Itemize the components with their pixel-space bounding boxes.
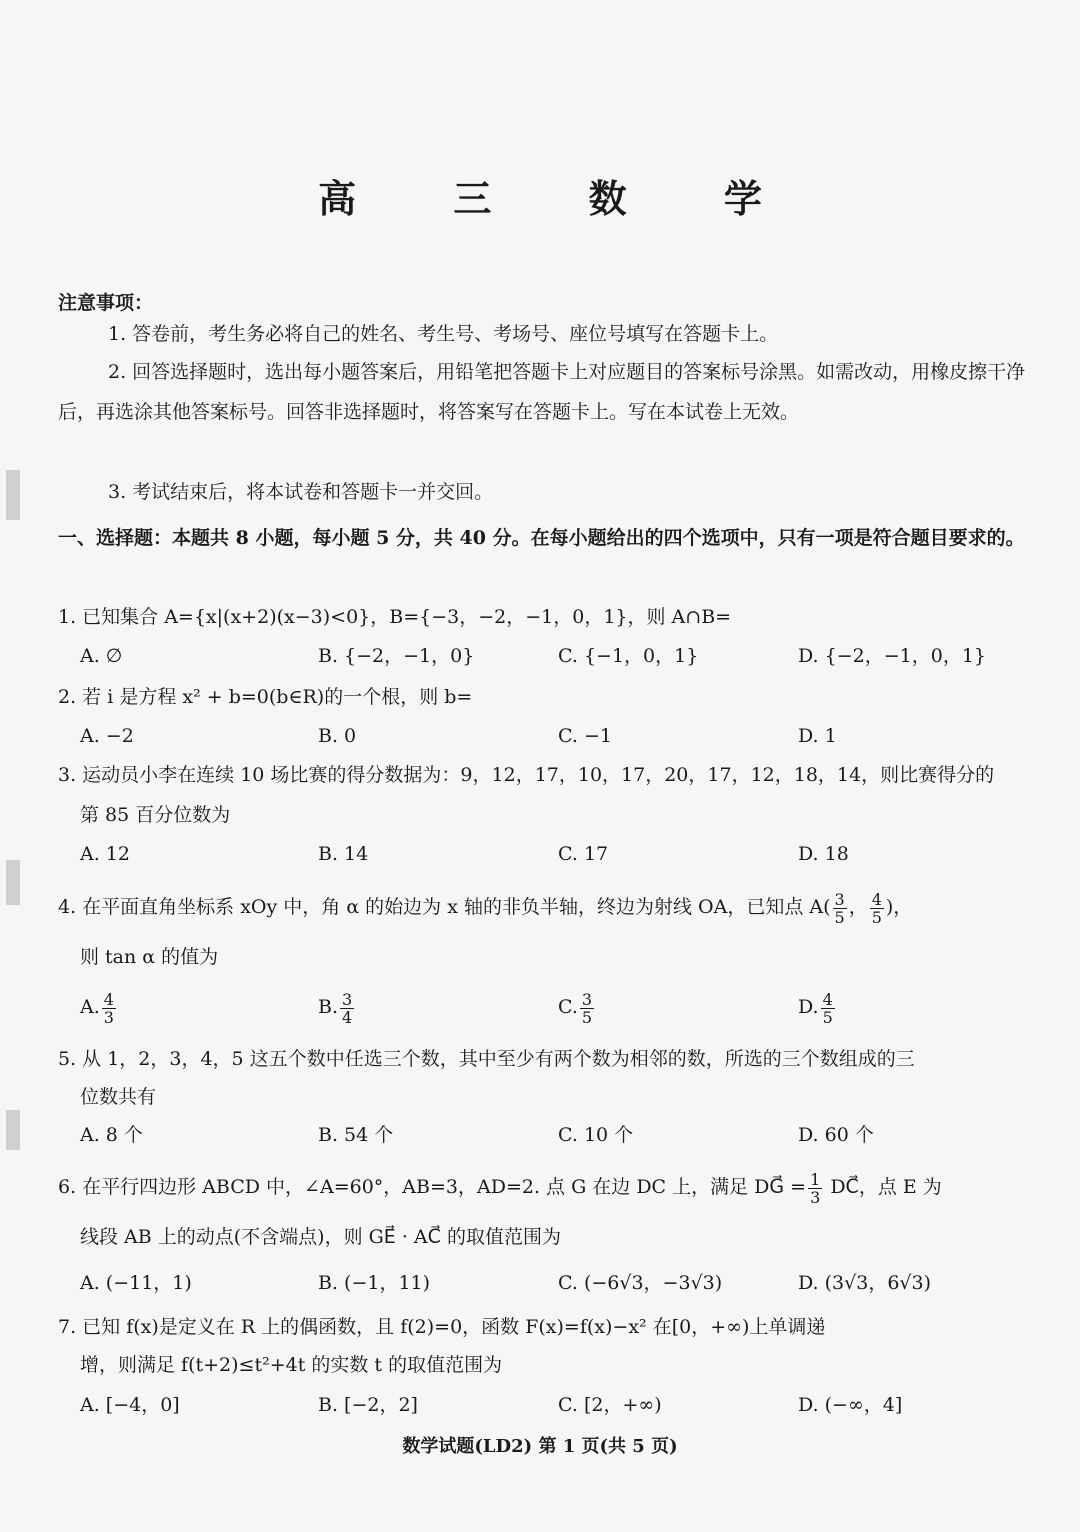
notice-item-2: 2. 回答选择题时，选出每小题答案后，用铅笔把答题卡上对应题目的答案标号涂黑。如需改动，用橡皮擦干净后，再选涂其他答案标号。回答非选择题时，将答案写在答题卡上。写在本试卷上无效。	[58, 361, 1026, 423]
option-a: A. (−11，1)	[80, 1272, 192, 1294]
question-4-cont: 则 tan α 的值为	[80, 946, 219, 968]
option-c: C. (−6√3，−3√3)	[558, 1272, 723, 1294]
notice-item-3: 3. 考试结束后，将本试卷和答题卡一并交回。	[108, 481, 494, 503]
question-4-text-end: )，	[885, 896, 913, 918]
scan-edge-mark	[6, 1110, 20, 1150]
page-footer: 数学试题(LD2) 第 1 页(共 5 页)	[402, 1436, 678, 1457]
option-a: A. 12	[80, 843, 130, 865]
question-6-text-end: DC⃗，点 E 为	[824, 1176, 942, 1198]
question-3-cont: 第 85 百分位数为	[80, 804, 231, 826]
fraction	[870, 891, 884, 926]
scan-edge-mark	[6, 470, 20, 520]
option-c: C. −1	[558, 725, 612, 747]
option-c: C. [2，+∞)	[558, 1394, 662, 1416]
option-c: C. 17	[558, 843, 609, 865]
option-d: D. (3√3，6√3)	[798, 1272, 932, 1294]
section-heading: 一、选择题：本题共 8 小题，每小题 5 分，共 40 分。在每小题给出的四个选项中，只有一项是符合题目要求的。	[58, 527, 1025, 549]
option-d: D. 1	[798, 725, 837, 747]
question-6-options	[80, 1264, 1040, 1302]
question-5: 5. 从 1，2，3，4，5 这五个数中任选三个数，其中至少有两个数为相邻的数，所选的三个数组成的三	[58, 1048, 915, 1070]
option-d: D. {−2，−1，0，1}	[798, 645, 987, 667]
question-5-cont: 位数共有	[80, 1086, 157, 1108]
option-b: B. 14	[318, 843, 369, 865]
option-b: B. 54 个	[318, 1124, 394, 1146]
denominator: 5	[871, 907, 882, 927]
question-7-cont: 增，则满足 f(t+2)≤t²+4t 的实数 t 的取值范围为	[80, 1354, 503, 1376]
option-b: B. 0	[318, 725, 357, 747]
option-c: C. $\frac{3}{5}$	[558, 989, 593, 1027]
option-d: D. $\frac{4}{5}$	[798, 989, 833, 1027]
option-c: C. {−1，0，1}	[558, 645, 699, 667]
question-5-options	[80, 1116, 1040, 1154]
option-d: D. (−∞，4]	[798, 1394, 903, 1416]
notice-item-1: 1. 答卷前，考生务必将自己的姓名、考生号、考场号、座位号填写在答题卡上。	[108, 323, 779, 345]
page-title: 高 三 数 学	[318, 176, 804, 221]
numerator: 1	[810, 1169, 821, 1189]
question-2: 2. 若 i 是方程 x² + b=0(b∈R)的一个根，则 b=	[58, 686, 473, 708]
question-4-options	[80, 988, 1040, 1026]
question-7-options	[80, 1386, 1040, 1424]
fraction	[808, 1171, 822, 1206]
question-2-options	[80, 717, 1040, 755]
denominator: 5	[834, 907, 845, 927]
denominator: 3	[810, 1187, 821, 1207]
question-3: 3. 运动员小李在连续 10 场比赛的得分数据为：9，12，17，10，17，20，17，12，18，14，则比赛得分的	[58, 764, 995, 786]
option-a: A. ∅	[80, 645, 123, 667]
option-b: B. {−2，−1，0}	[318, 645, 475, 667]
question-6	[58, 1168, 1048, 1206]
option-b: B. [−2，2]	[318, 1394, 418, 1416]
question-6-text: 6. 在平行四边形 ABCD 中，∠A=60°，AB=3，AD=2. 点 G 在边 DC 上，满足 DG⃗ =	[58, 1176, 807, 1198]
option-a: A. 8 个	[80, 1124, 143, 1146]
option-a: A. −2	[80, 725, 134, 747]
question-3-options	[80, 835, 1040, 873]
option-d: D. 60 个	[798, 1124, 874, 1146]
option-a: A. $\frac{4}{3}$	[80, 989, 114, 1027]
question-1-options	[80, 637, 1040, 675]
question-6-cont: 线段 AB 上的动点(不含端点)，则 GE⃗ · AC⃗ 的取值范围为	[80, 1226, 561, 1248]
fraction	[833, 891, 847, 926]
scan-edge-mark	[6, 860, 20, 905]
numerator: 4	[871, 889, 882, 909]
question-4-text: 4. 在平面直角坐标系 xOy 中，角 α 的始边为 x 轴的非负半轴，终边为射线 OA，已知点 A(	[58, 896, 831, 918]
option-c: C. 10 个	[558, 1124, 634, 1146]
notice-heading: 注意事项：	[58, 292, 154, 314]
question-4: 4. 在平面直角坐标系 xOy 中，角 α 的始边为 x 轴的非负半轴，终边为射线 OA，已知点 A( $\frac{3}{5}$ ， $\frac{4}{5}$ )，	[58, 889, 913, 927]
numerator: 3	[834, 889, 845, 909]
option-b: B. $\frac{3}{4}$	[318, 989, 353, 1027]
option-b: B. (−1，11)	[318, 1272, 431, 1294]
question-1: 1. 已知集合 A={x|(x+2)(x−3)<0}，B={−3，−2，−1，0，1}，则 A∩B=	[58, 606, 732, 628]
question-7: 7. 已知 f(x)是定义在 R 上的偶函数，且 f(2)=0，函数 F(x)=f(x)−x² 在[0，+∞)上单调递	[58, 1316, 826, 1338]
option-a: A. [−4，0]	[80, 1394, 180, 1416]
option-d: D. 18	[798, 843, 849, 865]
